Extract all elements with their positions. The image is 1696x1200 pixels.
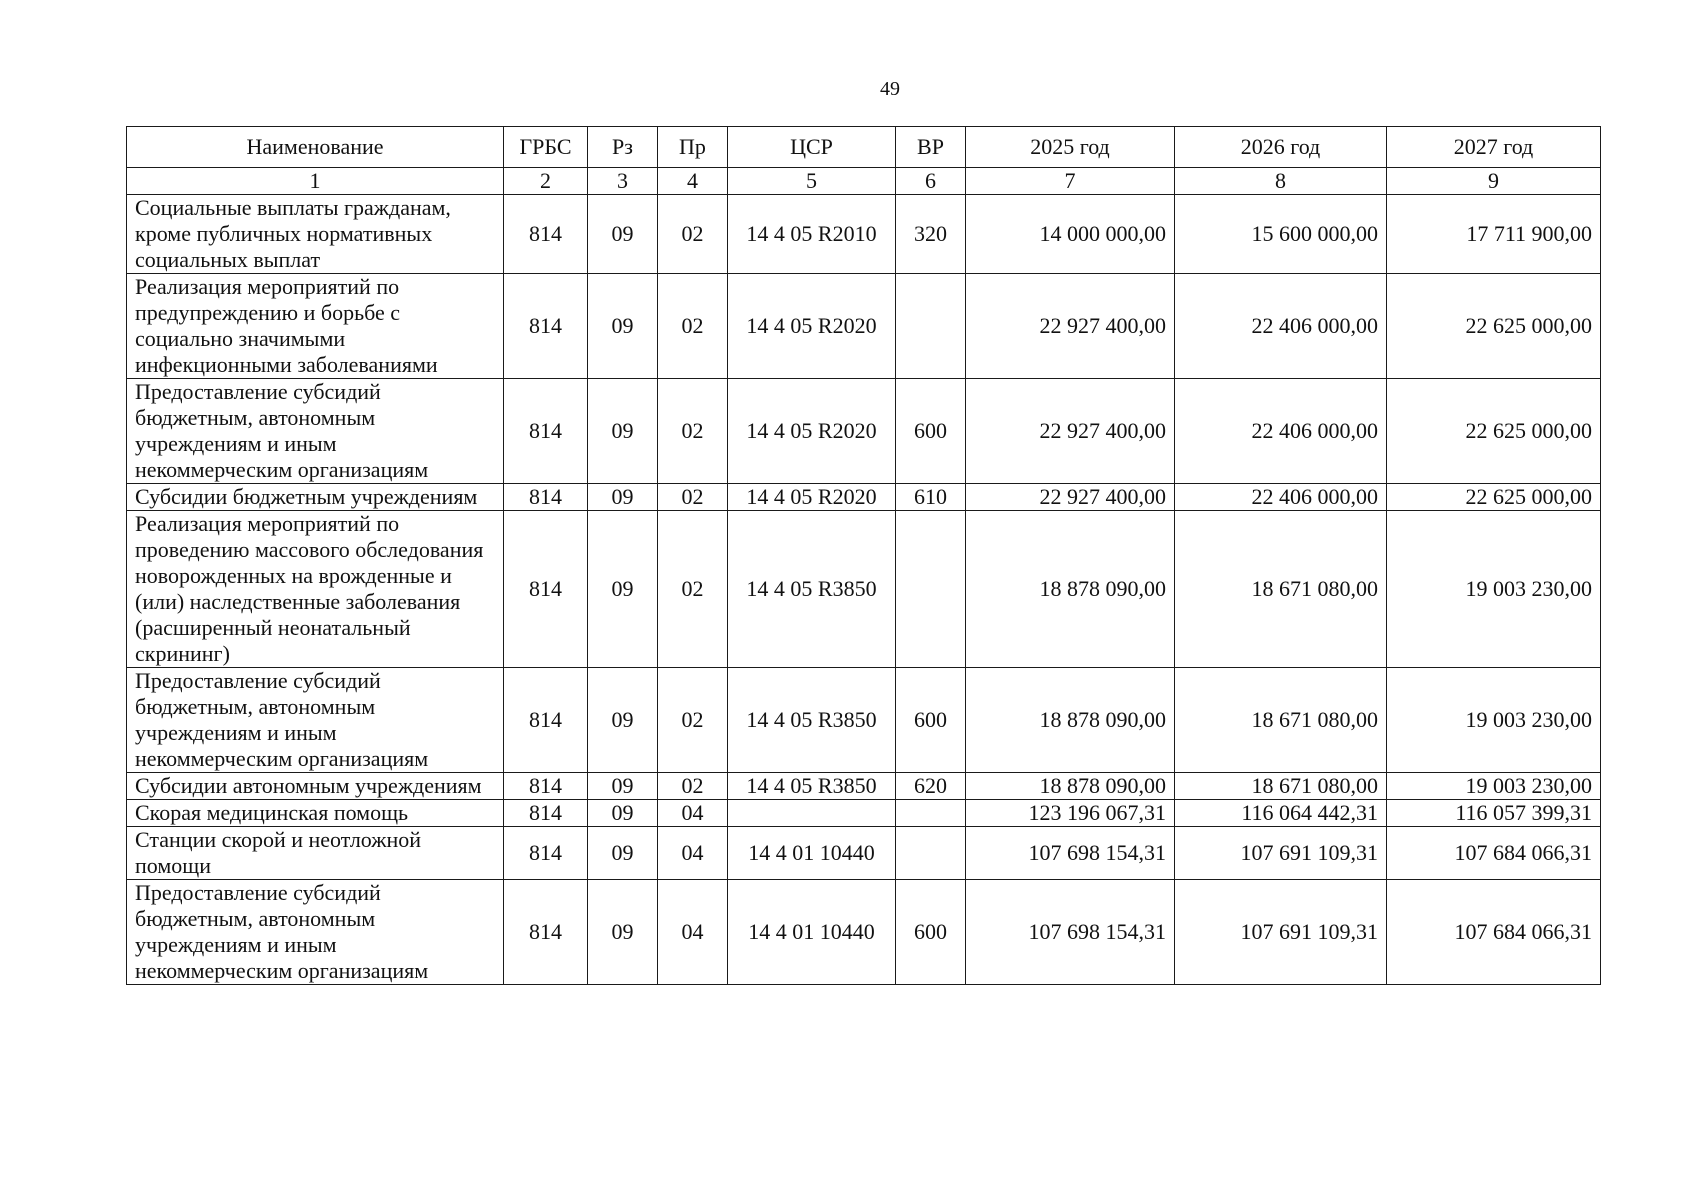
row-amount-2027: 17 711 900,00 — [1387, 195, 1601, 274]
column-number: 6 — [896, 168, 966, 195]
row-pr: 04 — [658, 880, 728, 985]
row-grbs: 814 — [504, 274, 588, 379]
row-name: Реализация мероприятий по предупреждению и борьбе с социально значимыми инфекционными заболеваниями — [127, 274, 504, 379]
row-name: Предоставление субсидий бюджетным, автономным учреждениям и иным некоммерческим организациям — [127, 880, 504, 985]
row-amount-2026: 116 064 442,31 — [1175, 800, 1387, 827]
row-amount-2026: 22 406 000,00 — [1175, 379, 1387, 484]
row-name: Социальные выплаты гражданам, кроме публичных нормативных социальных выплат — [127, 195, 504, 274]
row-amount-2026: 18 671 080,00 — [1175, 773, 1387, 800]
table-row — [127, 800, 1601, 827]
page-number: 49 — [880, 78, 900, 100]
row-name: Скорая медицинская помощь — [127, 800, 504, 827]
row-amount-2026: 15 600 000,00 — [1175, 195, 1387, 274]
row-csr: 14 4 01 10440 — [728, 827, 896, 880]
header-2026: 2026 год — [1175, 127, 1387, 168]
row-amount-2025: 18 878 090,00 — [966, 773, 1175, 800]
row-rz: 09 — [588, 800, 658, 827]
row-amount-2025: 107 698 154,31 — [966, 827, 1175, 880]
row-name: Реализация мероприятий по проведению массового обследования новорожденных на врожденные и (или) наследственные заболевания (расширенный неонатальный скрининг) — [127, 511, 504, 668]
table-row — [127, 668, 1601, 773]
row-pr: 02 — [658, 773, 728, 800]
row-amount-2027: 19 003 230,00 — [1387, 668, 1601, 773]
header-row — [127, 127, 1601, 168]
row-name: Станции скорой и неотложной помощи — [127, 827, 504, 880]
row-name: Субсидии бюджетным учреждениям — [127, 484, 504, 511]
row-vr — [896, 274, 966, 379]
row-amount-2027: 116 057 399,31 — [1387, 800, 1601, 827]
row-pr: 02 — [658, 195, 728, 274]
row-amount-2026: 18 671 080,00 — [1175, 668, 1387, 773]
row-name: Предоставление субсидий бюджетным, автономным учреждениям и иным некоммерческим организациям — [127, 668, 504, 773]
row-amount-2025: 123 196 067,31 — [966, 800, 1175, 827]
row-pr: 02 — [658, 668, 728, 773]
row-vr — [896, 800, 966, 827]
table-row — [127, 827, 1601, 880]
header-2027: 2027 год — [1387, 127, 1601, 168]
table-row — [127, 773, 1601, 800]
header-pr: Пр — [658, 127, 728, 168]
row-amount-2025: 22 927 400,00 — [966, 484, 1175, 511]
header-name: Наименование — [127, 127, 504, 168]
header-grbs: ГРБС — [504, 127, 588, 168]
row-grbs: 814 — [504, 880, 588, 985]
row-csr: 14 4 05 R3850 — [728, 511, 896, 668]
column-number: 4 — [658, 168, 728, 195]
row-csr: 14 4 05 R2020 — [728, 274, 896, 379]
row-csr: 14 4 05 R2020 — [728, 484, 896, 511]
row-amount-2027: 19 003 230,00 — [1387, 773, 1601, 800]
table-body — [127, 168, 1601, 985]
row-csr: 14 4 05 R2020 — [728, 379, 896, 484]
row-amount-2025: 18 878 090,00 — [966, 511, 1175, 668]
row-vr: 320 — [896, 195, 966, 274]
row-amount-2027: 22 625 000,00 — [1387, 484, 1601, 511]
row-amount-2026: 22 406 000,00 — [1175, 484, 1387, 511]
table-row — [127, 274, 1601, 379]
row-name: Субсидии автономным учреждениям — [127, 773, 504, 800]
row-grbs: 814 — [504, 827, 588, 880]
table-row — [127, 880, 1601, 985]
header-rz: Рз — [588, 127, 658, 168]
row-amount-2025: 22 927 400,00 — [966, 274, 1175, 379]
row-grbs: 814 — [504, 484, 588, 511]
row-pr: 02 — [658, 379, 728, 484]
row-csr: 14 4 05 R3850 — [728, 668, 896, 773]
row-amount-2027: 107 684 066,31 — [1387, 827, 1601, 880]
column-number-row — [127, 168, 1601, 195]
row-vr: 610 — [896, 484, 966, 511]
header-2025: 2025 год — [966, 127, 1175, 168]
row-vr: 600 — [896, 880, 966, 985]
row-amount-2026: 22 406 000,00 — [1175, 274, 1387, 379]
row-amount-2025: 14 000 000,00 — [966, 195, 1175, 274]
row-grbs: 814 — [504, 773, 588, 800]
row-grbs: 814 — [504, 379, 588, 484]
row-amount-2027: 19 003 230,00 — [1387, 511, 1601, 668]
row-csr: 14 4 01 10440 — [728, 880, 896, 985]
row-amount-2027: 22 625 000,00 — [1387, 379, 1601, 484]
row-pr: 04 — [658, 827, 728, 880]
row-vr: 600 — [896, 668, 966, 773]
header-vr: ВР — [896, 127, 966, 168]
table-row — [127, 484, 1601, 511]
row-rz: 09 — [588, 773, 658, 800]
row-rz: 09 — [588, 379, 658, 484]
column-number: 2 — [504, 168, 588, 195]
table-row — [127, 511, 1601, 668]
column-number: 9 — [1387, 168, 1601, 195]
budget-table — [126, 126, 1601, 985]
row-vr: 620 — [896, 773, 966, 800]
column-number: 3 — [588, 168, 658, 195]
row-amount-2026: 18 671 080,00 — [1175, 511, 1387, 668]
row-vr: 600 — [896, 379, 966, 484]
row-vr — [896, 511, 966, 668]
row-pr: 02 — [658, 274, 728, 379]
row-amount-2026: 107 691 109,31 — [1175, 827, 1387, 880]
row-pr: 04 — [658, 800, 728, 827]
table-row — [127, 195, 1601, 274]
row-rz: 09 — [588, 484, 658, 511]
table-row — [127, 379, 1601, 484]
row-rz: 09 — [588, 511, 658, 668]
row-csr: 14 4 05 R3850 — [728, 773, 896, 800]
row-grbs: 814 — [504, 800, 588, 827]
row-grbs: 814 — [504, 195, 588, 274]
row-grbs: 814 — [504, 511, 588, 668]
column-number: 1 — [127, 168, 504, 195]
row-csr — [728, 800, 896, 827]
row-rz: 09 — [588, 274, 658, 379]
budget-table-container — [126, 126, 1600, 985]
row-vr — [896, 827, 966, 880]
row-rz: 09 — [588, 195, 658, 274]
column-number: 5 — [728, 168, 896, 195]
column-number: 8 — [1175, 168, 1387, 195]
row-rz: 09 — [588, 880, 658, 985]
row-amount-2027: 22 625 000,00 — [1387, 274, 1601, 379]
row-rz: 09 — [588, 827, 658, 880]
header-csr: ЦСР — [728, 127, 896, 168]
row-csr: 14 4 05 R2010 — [728, 195, 896, 274]
row-amount-2026: 107 691 109,31 — [1175, 880, 1387, 985]
row-amount-2025: 22 927 400,00 — [966, 379, 1175, 484]
row-grbs: 814 — [504, 668, 588, 773]
row-amount-2025: 18 878 090,00 — [966, 668, 1175, 773]
row-amount-2025: 107 698 154,31 — [966, 880, 1175, 985]
row-pr: 02 — [658, 484, 728, 511]
column-number: 7 — [966, 168, 1175, 195]
row-name: Предоставление субсидий бюджетным, автономным учреждениям и иным некоммерческим организациям — [127, 379, 504, 484]
row-pr: 02 — [658, 511, 728, 668]
row-rz: 09 — [588, 668, 658, 773]
row-amount-2027: 107 684 066,31 — [1387, 880, 1601, 985]
